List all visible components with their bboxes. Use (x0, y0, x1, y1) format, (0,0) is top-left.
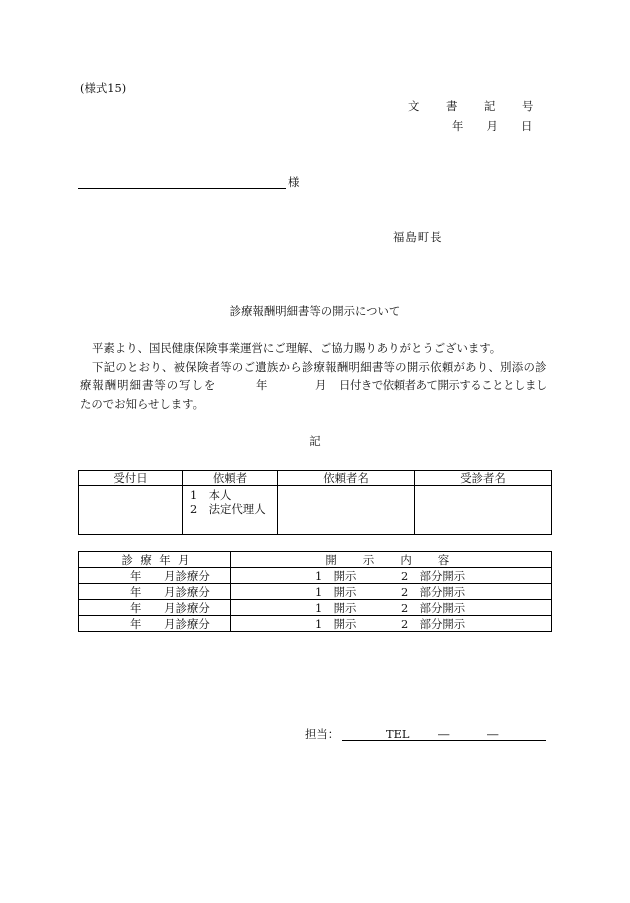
contact-tel-label: TEL (386, 727, 410, 741)
ki-heading: 記 (309, 434, 321, 448)
option-full-disclosure: 1 開示 (315, 584, 357, 599)
form-number-label: (様式15) (80, 81, 127, 95)
header-requester: 依頼者 (183, 471, 278, 486)
treatment-period-cell: 年 月診療分 (79, 616, 231, 632)
body-line-2: 下記のとおり、被保険者等のご遺族から診療報酬明細書等の開示依頼があり、別添の診 (92, 360, 547, 374)
option-partial-disclosure: 2 部分開示 (401, 584, 466, 599)
option-full-disclosure: 1 開示 (315, 600, 357, 615)
body-line-3-before-date: 療報酬明細書等の写しを (80, 378, 217, 392)
table-row (79, 600, 552, 616)
treatment-period-cell: 年 月診療分 (79, 568, 231, 584)
disclosure-content-cell (231, 584, 552, 600)
treatment-period-cell: 年 月診療分 (79, 600, 231, 616)
request-table-header-row (79, 471, 552, 486)
patient-name-cell (415, 486, 552, 535)
disclosure-content-cell (231, 568, 552, 584)
table-row (79, 568, 552, 584)
requester-option-legal-representative: 2 法定代理人 (190, 502, 266, 516)
option-partial-disclosure: 2 部分開示 (401, 568, 466, 583)
contact-tel-dash: ― (438, 727, 450, 741)
received-date-cell (79, 486, 183, 535)
disclosure-table (78, 551, 552, 632)
disclosure-table-header-row (79, 552, 552, 568)
header-treatment-period: 診 療 年 月 (79, 552, 231, 568)
body-line-3-year: 年 (256, 378, 268, 392)
requester-name-cell (278, 486, 415, 535)
table-row (79, 616, 552, 632)
option-partial-disclosure: 2 部分開示 (401, 616, 466, 631)
addressee-blank-line (78, 188, 286, 189)
header-patient-name: 受診者名 (415, 471, 552, 486)
option-partial-disclosure: 2 部分開示 (401, 600, 466, 615)
requester-option-self: 1 本人 (190, 488, 232, 502)
header-disclosure-content: 開 示 内 容 (231, 552, 552, 568)
requester-cell (183, 486, 278, 535)
disclosure-content-cell (231, 600, 552, 616)
date-label: 年 月 日 (452, 119, 539, 133)
body-line-1: 平素より、国民健康保険事業運営にご理解、ご協力賜りありがとうございます。 (92, 341, 502, 355)
body-line-4: たのでお知らせします。 (80, 397, 205, 411)
request-table (78, 470, 552, 535)
body-line-3-month: 月 (315, 378, 327, 392)
treatment-period-cell: 年 月診療分 (79, 584, 231, 600)
request-table-row (79, 486, 552, 535)
table-row (79, 584, 552, 600)
disclosure-content-cell (231, 616, 552, 632)
option-full-disclosure: 1 開示 (315, 568, 357, 583)
document-title: 診療報酬明細書等の開示について (229, 304, 401, 318)
document-number-label: 文 書 記 号 (408, 99, 541, 113)
addressee-honorific: 様 (288, 175, 300, 189)
body-line-3-after-date: 日付きで依頼者あて開示することとしまし (339, 378, 547, 392)
header-received-date: 受付日 (79, 471, 183, 486)
header-requester-name: 依頼者名 (278, 471, 415, 486)
contact-tel-dash: ― (487, 727, 499, 741)
sender-name: 福島町長 (393, 230, 443, 244)
option-full-disclosure: 1 開示 (315, 616, 357, 631)
contact-person-label: 担当： (305, 727, 340, 741)
